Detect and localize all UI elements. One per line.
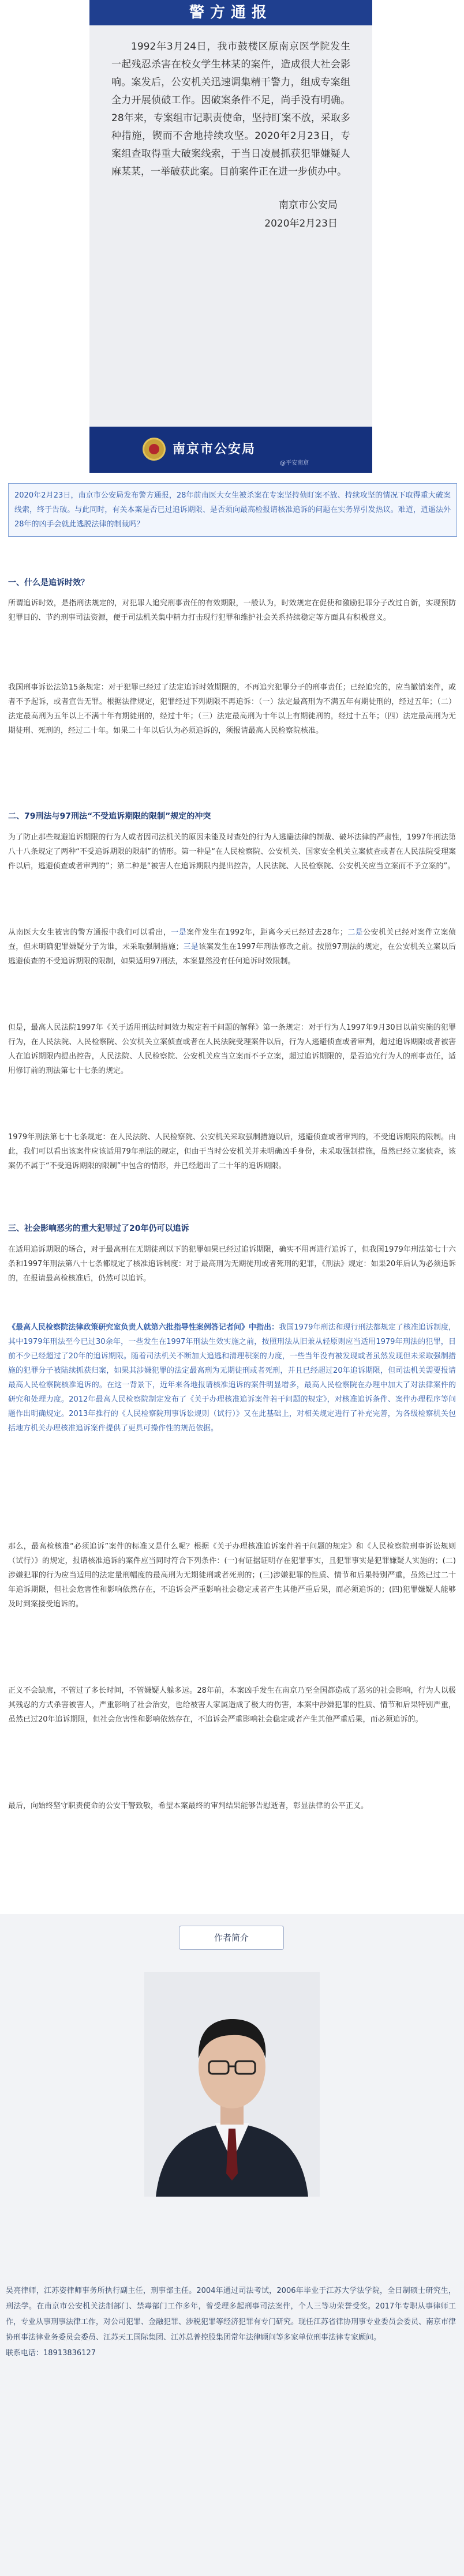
- paragraph: 为了防止那些规避追诉期限的行为人或者因司法机关的原因未能及时查处的行为人逃避法律的制裁、破坏法律的严肃性，1997年刑法第八十八条规定了两种“不受追诉期限的限制”的情形。第一种是“在人民检察院、公安机关、国家安全机关立案侦查或者在人民法院受理案件以后，逃避侦查或者审判的”；第二种是“被害人在追诉期限内提出控告，人民法院、人民检察院、公安机关应当立案而不予立案的”。: [8, 833, 456, 871]
- notice-footer-source: @平安南京: [280, 460, 309, 466]
- section-2-heading: 二、79刑法与97刑法“不受追诉期限的限制”规定的冲突: [8, 812, 211, 821]
- notice-body: 1992年3月24日，我市鼓楼区原南京医学院发生一起残忍杀害在校女学生林某的案件，造成很大社会影响。案发后，公安机关迅速调集精干警力，组成专案组全力开展侦破工作。因破案条件不足，尚手没有明确。28年来，专案组市记职责使命，坚持盯案不放，采取多种措施，锲而不舍地持续攻坚。2020年2月23日，专案组查取得重大破案线索，于当日凌晨抓获犯罪嫌疑人麻某某，一举破获此案。目前案件正在进一步侦办中。: [111, 41, 350, 178]
- section-1-heading: 一、什么是追诉时效？: [8, 578, 89, 587]
- intro-box: 2020年2月23日，南京市公安局发布警方通报，28年前南医大女生被杀案在专案坚持侦盯案不放、持续攻坚的情况下取得重大破案线索，终于告破。与此同时，有关本案是否已过追诉期限、是否须向最高检报请核准追诉的问题在实务界引发热议。难道，逍遥法外28年的凶手会就此逃脱法律的制裁吗？: [8, 483, 457, 537]
- section-3-p4: [8, 1799, 456, 1813]
- notice-footer-name: 南京市公安局: [173, 442, 256, 457]
- author-bio-text: 吴亮律师，江苏姿律师事务所执行副主任，刑事部主任。2004年通过司法考试，2006年毕业于江苏大学法学院，全日制硕士研究生，刑法学。在南京市公安机关法制部门、禁毒部门工作多年，曾受理多起刑事司法案件，个人三等功荣誉受奖。2017年专职从事律师工作，专业从事刑事法律工作，对公司犯罪、金融犯罪、涉税犯罪等经济犯罪有专门研究。现任江苏省律协刑事专业委员会委员、南京市律协刑事法律业务委员会委员、江苏天工国际集团、江苏总普控股集团常年法律顾问等多家单位刑事法律专家顾问。: [6, 2287, 456, 2342]
- quote-lead: 《最高人民检察院法律政策研究室负责人就第六批指导性案例答记者问》中指出：: [8, 1323, 279, 1332]
- author-title: 作者简介: [179, 1926, 284, 1950]
- author-photo: [144, 1972, 320, 2197]
- section-1-p1: [8, 596, 456, 625]
- paragraph: 所谓追诉时效，是指刑法规定的，对犯罪人追究刑事责任的有效期限，一般认为，时效规定在促使和激励犯罪分子改过自新，实现预防犯罪目的、节约刑事司法资源，便于司法机关集中精力打击现行犯罪和维护社会关系持续稳定等方面具有积极意义。: [8, 599, 456, 622]
- quote-text: 我国1979年刑法和现行刑法都规定了核准追诉制度，其中1979年刑法至今已过30余年，一些发生在1997年刑法生效实施之前，按照刑法从旧兼从轻原则应当适用1979年刑法的犯罪，目前不少已经超过了20年的追诉期限。随着司法机关不断加大追逃和清理积案的力度，一些当年没有被发现或者虽然发现但未采取强制措施的犯罪分子被陆续抓获归案，如果其涉嫌犯罪的法定最高刑为无期徒刑或者死刑，并且已经超过20年追诉期限，但司法机关需要报请最高人民检察院核准追诉的。在这一背景下，近年来各地报请核准追诉的案件明显增多，最高人民检察院在办理中加大了对法律案件的研究和处理力度。2012年最高人民检察院制定发布了《关于办理核准追诉案件若干问题的规定》，对核准追诉条件、案件办理程序等问题作出明确规定。2013年推行的《人民检察院刑事诉讼规则（试行）》又在此基础上，对相关规定进行了补充完善，为各级检察机关包括地方机关办理核准追诉案件提供了更具可操作性的规范依据。: [8, 1323, 456, 1433]
- police-notice-image: [89, 0, 372, 473]
- paragraph: 正义不会缺席，不管过了多长时间，不管嫌疑人躲多远。28年前，本案凶手发生在南京乃至全国都造成了恶劣的社会影响，行为人以极其残忍的方式杀害被害人，严重影响了社会治安，也给被害人家属造成了极大的伤害，本案中涉嫌犯罪的性质、情节和后果特别严重，虽然已过20年追诉期限，但社会危害性和影响依然存在，不追诉会严重影响社会稳定或者产生其他严重后果，而必须追诉的。: [8, 1686, 456, 1724]
- section-2-p2: [8, 925, 456, 969]
- notice-footer: [89, 427, 372, 473]
- section-2-p3: [8, 1020, 456, 1078]
- section-3-p2: [8, 1539, 456, 1611]
- paragraph: 1979年刑法第七十七条规定：在人民法院、人民检察院、公安机关采取强制措施以后，逃避侦查或者审判的，不受追诉期限的限制。由此，我们可以看出该案件应该适用79年刑法的规定，但由于当时公安机关并未明确凶手身份，未采取强制措施，虽然已经立案侦查，该案仍不属于“不受追诉期限的限制”中包含的情形，并已经超出了二十年的追诉期限。: [8, 1133, 456, 1170]
- section-2-p4: [8, 1130, 456, 1173]
- section-3-p3: [8, 1684, 456, 1727]
- section-3-heading: 三、社会影响恶劣的重大犯罪过了20年仍可以追诉: [8, 1224, 189, 1233]
- notice-title: 警方通报: [89, 0, 372, 25]
- text: 案件发生在1992年，距离今天已经过去28年；: [186, 928, 347, 937]
- paragraph: [8, 925, 456, 969]
- notice-sign-org: 南京市公安局: [279, 199, 338, 211]
- paragraph: 我国刑事诉讼法第15条规定：对于犯罪已经过了法定追诉时效期限的，不再追究犯罪分子的刑事责任；已经追究的，应当撤销案件，或者不予起诉，或者宣告无罪。根据法律规定，犯罪经过下列期限不再追诉：（一）法定最高刑为不满五年有期徒刑的，经过五年；（二）法定最高刑为五年以上不满十年有期徒刑的，经过十年；（三）法定最高刑为十年以上有期徒刑的，经过十五年；（四）法定最高刑为无期徒刑、死刑的，经过二十年。如果二十年以后认为必须追诉的，须报请最高人民检察院核准。: [8, 683, 456, 735]
- author-contact: 联系电话：18913836127: [6, 2349, 96, 2357]
- paragraph: 但是，最高人民法院1997年《关于适用刑法时间效力规定若干问题的解释》第一条规定：对于行为人1997年9月30日以前实施的犯罪行为，在人民法院、人民检察院、公安机关立案侦查或者在人民法院受理案件以后，行为人逃避侦查或者审判，超过追诉期限或者被害人在追诉期限内提出控告，人民法院、人民检察院、公安机关应当立案而不予立案，超过追诉期限的，是否追究行为人的刑事责任，适用修订前的刑法第七十七条的规定。: [8, 1023, 456, 1075]
- section-1-p2: [8, 680, 456, 738]
- section-3-p1: [8, 1242, 456, 1286]
- highlight: 二是: [347, 928, 364, 937]
- highlight: 三是: [183, 943, 199, 951]
- police-emblem-icon: [143, 438, 166, 461]
- text: 该案发生在1997年刑法修改之前。按照97刑法的规定，在公安机关立案以后逃避侦查的不受追诉期限的限制，如果适用97刑法，本案显然没有任何追诉时效限制。: [8, 943, 456, 966]
- paragraph: 最后，向始终坚守职责使命的公安干警致敬，希望本案最终的审判结果能够告慰逝者，彰显法律的公平正义。: [8, 1802, 369, 1810]
- notice-sign-date: 2020年2月23日: [264, 218, 338, 229]
- author-bio: [6, 2283, 456, 2361]
- text: 公安机关已经对案件立案侦查，但未明确犯罪嫌疑分子为谁，未采取强制措施；: [8, 928, 456, 951]
- highlight: 一是: [171, 928, 187, 937]
- text: 从南医大女生被害的警方通报中我们可以看出，: [8, 928, 171, 937]
- author-portrait-icon: [144, 1972, 320, 2197]
- section-2-p1: [8, 830, 456, 873]
- section-3-quote: [8, 1320, 456, 1436]
- paragraph: 在适用追诉期限的场合，对于最高刑在无期徒刑以下的犯罪如果已经过追诉期限，确实不用再进行追诉了，但我国1979年刑法第七十六条和1997年刑法第八十七条都规定了核准追诉制度：对于最高刑为无期徒刑或者死刑的犯罪，《刑法》规定：如果20年后认为必须追诉的，在报请最高检核准后，仍然可以追诉。: [8, 1245, 456, 1283]
- paragraph: 那么，最高检核准“必须追诉”案件的标准又是什么呢？根据《关于办理核准追诉案件若干问题的规定》和《人民检察院刑事诉讼规则（试行）》的规定，报请核准追诉的案件应当同时符合下列条件：(一)有证据证明存在犯罪事实，且犯罪事实是犯罪嫌疑人实施的；(二)涉嫌犯罪的行为应当适用的法定量刑幅度的最高刑为无期徒刑或者死刑的；(三)涉嫌犯罪的性质、情节和后果特别严重，虽然已过二十年追诉期限，但社会危害性和影响依然存在，不追诉会严重影响社会稳定或者产生其他严重后果，而必须追诉的；(四)犯罪嫌疑人能够及时到案接受追诉的。: [8, 1542, 456, 1609]
